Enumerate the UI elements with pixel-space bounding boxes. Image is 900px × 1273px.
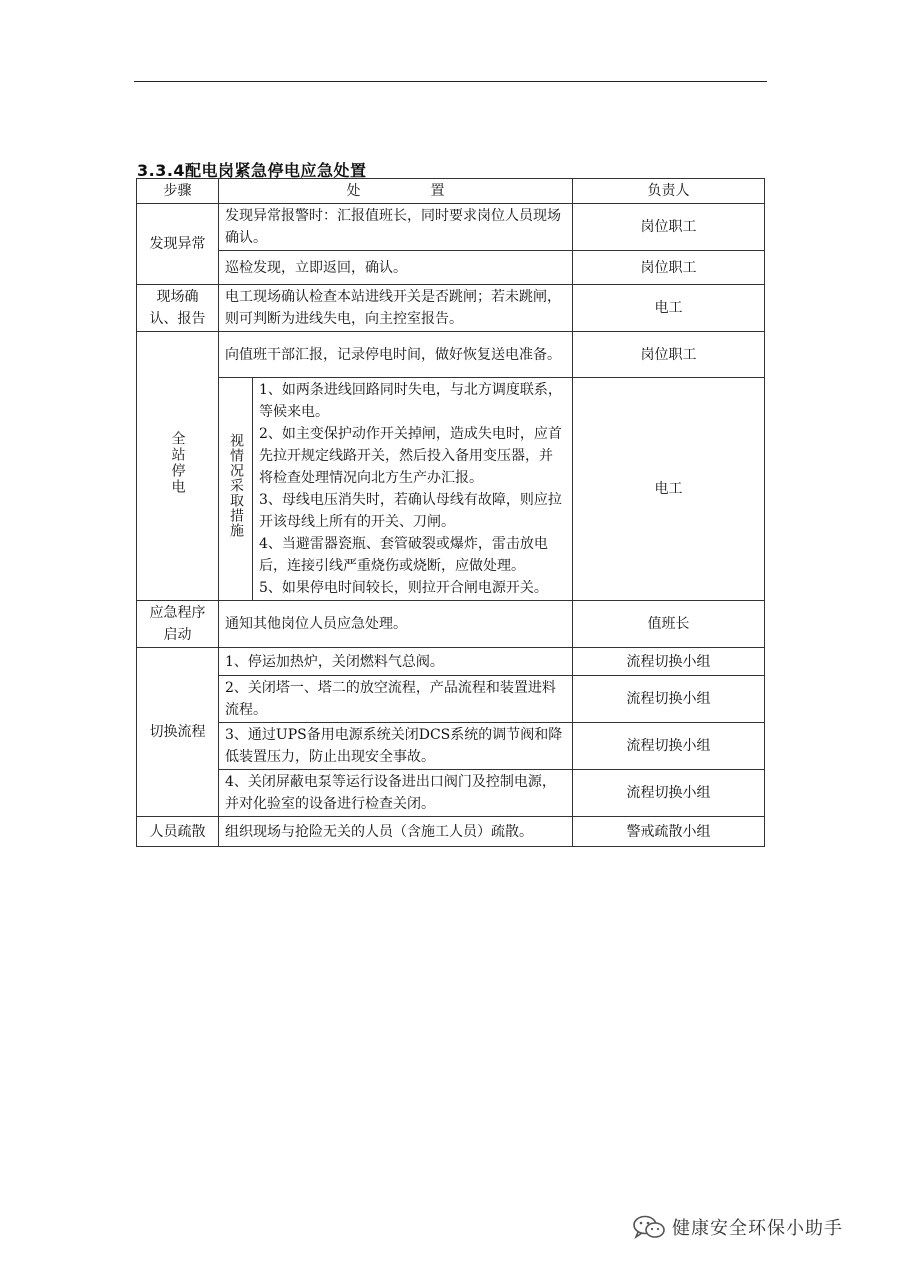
table-row xyxy=(137,601,765,648)
table-row xyxy=(137,251,765,285)
measure-item: 1、如两条进线回路同时失电，与北方调度联系，等候来电。 xyxy=(259,382,562,420)
responsible-cell: 值班长 xyxy=(573,601,765,648)
watermark-text: 健康安全环保小助手 xyxy=(672,1218,843,1239)
table-row xyxy=(137,723,765,770)
action-cell: 4、关闭屏蔽电泵等运行设备进出口阀门及控制电源，并对化验室的设备进行检查关闭。 xyxy=(219,770,573,817)
action-cell: 向值班干部汇报，记录停电时间，做好恢复送电准备。 xyxy=(219,332,573,378)
responsible-cell: 流程切换小组 xyxy=(573,723,765,770)
responsible-cell: 流程切换小组 xyxy=(573,648,765,676)
header-action: 处 置 xyxy=(219,179,573,204)
header-responsible: 负责人 xyxy=(573,179,765,204)
header-step: 步骤 xyxy=(137,179,219,204)
procedure-table xyxy=(136,178,765,847)
action-cell: 电工现场确认检查本站进线开关是否跳闸；若未跳闸，则可判断为进线失电，向主控室报告。 xyxy=(219,285,573,332)
table-row xyxy=(137,648,765,676)
table-row xyxy=(137,204,765,251)
step-abnormal: 发现异常 xyxy=(137,204,219,285)
step-confirm: 现场确认、报告 xyxy=(137,285,219,332)
wechat-icon xyxy=(632,1214,666,1240)
sub-label: 视情况采取措施 xyxy=(228,433,244,538)
action-cell: 2、关闭塔一、塔二的放空流程，产品流程和装置进料流程。 xyxy=(219,676,573,723)
step-blackout xyxy=(137,332,219,601)
top-rule xyxy=(134,81,767,82)
responsible-cell: 岗位职工 xyxy=(573,204,765,251)
table-row xyxy=(137,817,765,847)
responsible-cell: 警戒疏散小组 xyxy=(573,817,765,847)
action-cell: 组织现场与抢险无关的人员（含施工人员）疏散。 xyxy=(219,817,573,847)
step-switch: 切换流程 xyxy=(137,648,219,817)
section-title: 3.3.4配电岗紧急停电应急处置 xyxy=(137,161,367,180)
step-blackout-label: 全站停电 xyxy=(169,430,186,495)
responsible-cell: 电工 xyxy=(573,285,765,332)
responsible-cell: 岗位职工 xyxy=(573,251,765,285)
measure-item: 2、如主变保护动作开关掉闸，造成失电时，应首先拉开规定线路开关，然后投入备用变压器，并将检查处理情况向北方生产办汇报。 xyxy=(259,426,562,486)
step-evacuate: 人员疏散 xyxy=(137,817,219,847)
responsible-cell: 岗位职工 xyxy=(573,332,765,378)
table-row xyxy=(137,378,765,601)
measures-cell xyxy=(253,378,573,601)
measure-item: 5、如果停电时间较长，则拉开合闸电源开关。 xyxy=(259,580,548,596)
table-row xyxy=(137,332,765,378)
action-cell: 通知其他岗位人员应急处理。 xyxy=(219,601,573,648)
action-cell: 发现异常报警时：汇报值班长，同时要求岗位人员现场确认。 xyxy=(219,204,573,251)
watermark xyxy=(632,1214,843,1240)
action-cell: 巡检发现，立即返回，确认。 xyxy=(219,251,573,285)
table-header-row xyxy=(137,179,765,204)
measure-item: 4、当避雷器瓷瓶、套管破裂或爆炸，雷击放电后，连接引线严重烧伤或烧断，应做处理。 xyxy=(259,536,548,574)
sub-label-cell xyxy=(219,378,253,601)
measure-item: 3、母线电压消失时，若确认母线有故障，则应拉开该母线上所有的开关、刀闸。 xyxy=(259,492,562,530)
table-row xyxy=(137,770,765,817)
responsible-cell: 流程切换小组 xyxy=(573,676,765,723)
responsible-cell: 电工 xyxy=(573,378,765,601)
responsible-cell: 流程切换小组 xyxy=(573,770,765,817)
table-row xyxy=(137,285,765,332)
action-cell: 3、通过UPS备用电源系统关闭DCS系统的调节阀和降低装置压力，防止出现安全事故。 xyxy=(219,723,573,770)
action-cell: 1、停运加热炉，关闭燃料气总阀。 xyxy=(219,648,573,676)
step-start: 应急程序启动 xyxy=(137,601,219,648)
table-row xyxy=(137,676,765,723)
